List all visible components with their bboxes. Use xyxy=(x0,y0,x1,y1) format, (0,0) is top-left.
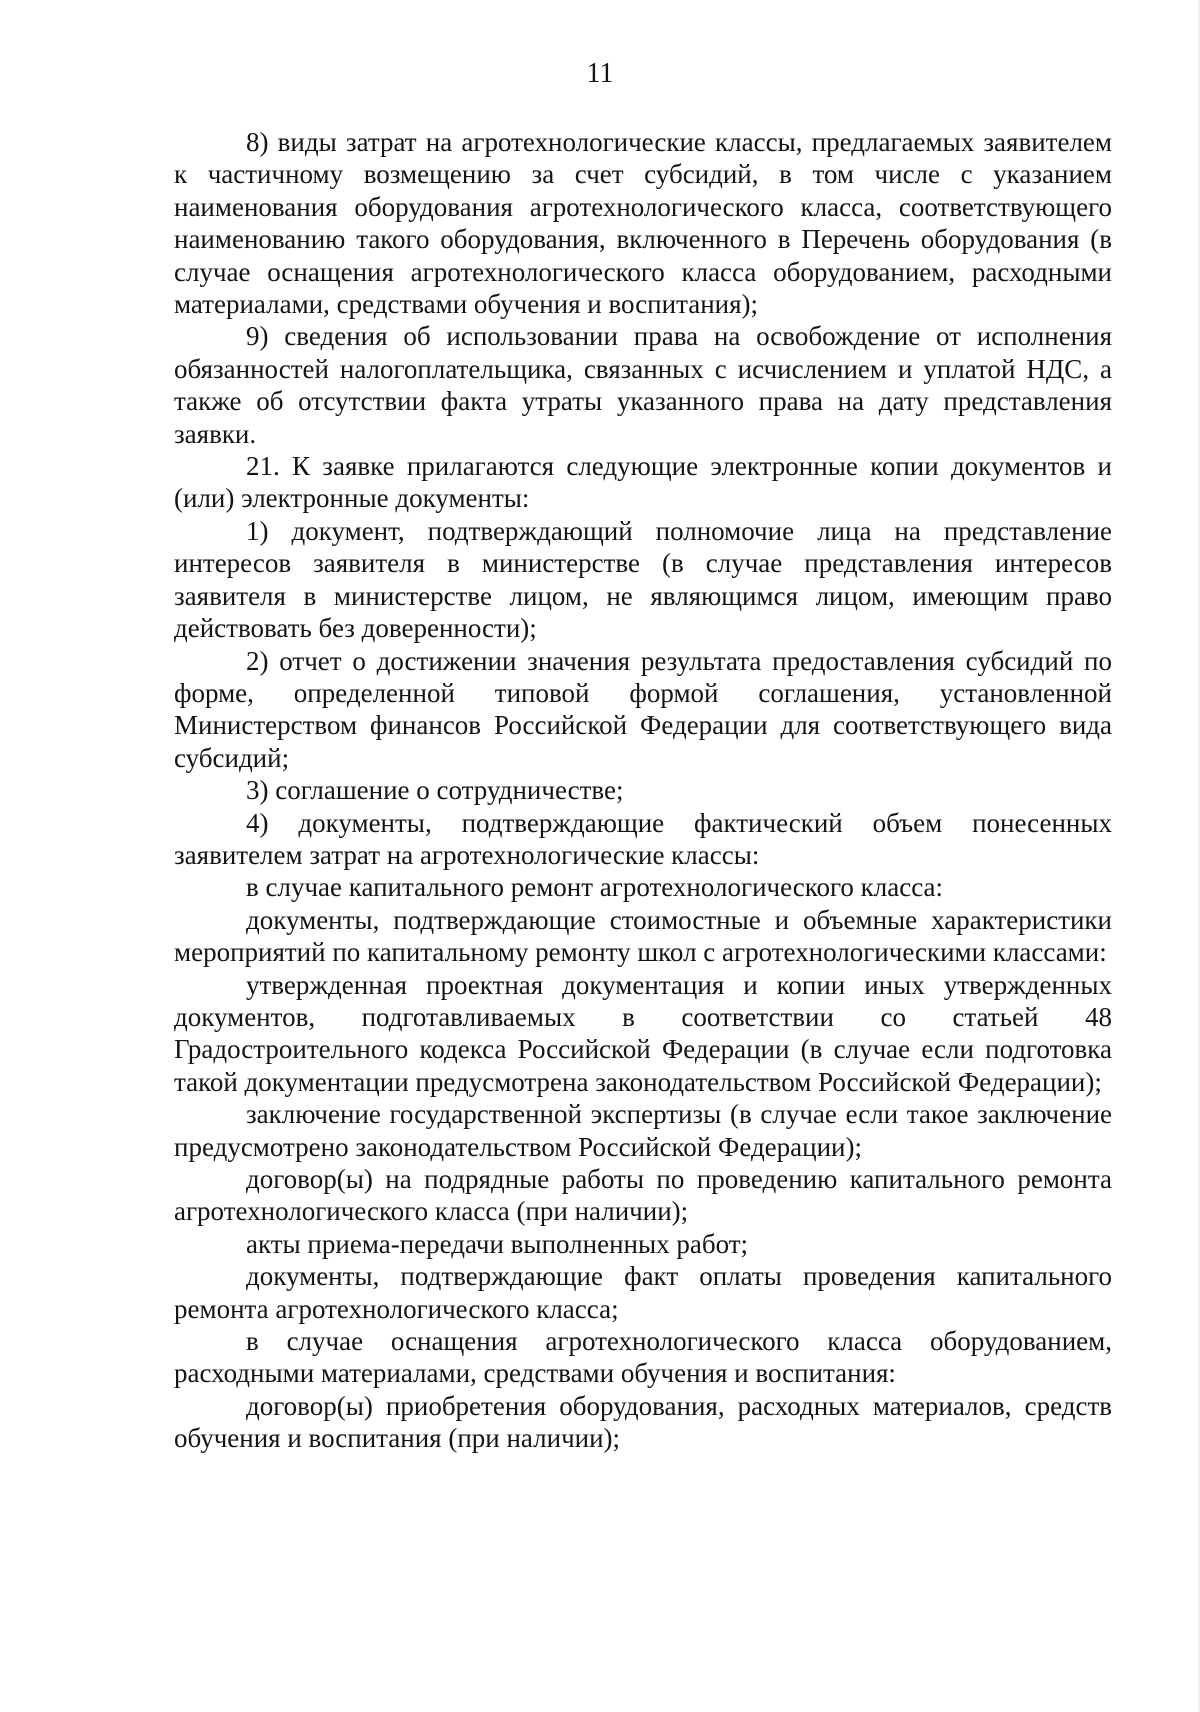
paragraph-purchase-contracts: договор(ы) приобретения оборудования, расходных материалов, средств обучения и воспитания (при наличии); xyxy=(174,1390,1119,1454)
paragraph-doc-1: 1) документ, подтверждающий полномочие лица на представление интересов заявителя в министерстве (в случае представления интересов заявителя в министерстве лицом, не являющимся лицом, имеющим право действовать без доверенности); xyxy=(174,515,1119,644)
paragraph-item-8: 8) виды затрат на агротехнологические классы, предлагаемых заявителем к частичному возмещению за счет субсидий, в том числе с указанием наименования оборудования агротехнологического класса, соответствующего наименованию такого оборудования, включенного в Перечень оборудования (в случае оснащения агротехнологического класса оборудованием, расходными материалами, средствами обучения и воспитания); xyxy=(174,127,1119,320)
paragraph-section-21: 21. К заявке прилагаются следующие электронные копии документов и (или) электронные документы: xyxy=(174,451,1119,514)
paragraph-acceptance-acts: акты приема-передачи выполненных работ; xyxy=(246,1228,749,1259)
paragraph-doc-4: 4) документы, подтверждающие фактический объем понесенных заявителем затрат на агротехнологические классы: xyxy=(174,807,1119,870)
paragraph-payment-documents: документы, подтверждающие факт оплаты проведения капитального ремонта агротехнологического класса; xyxy=(174,1261,1119,1324)
paragraph-item-9: 9) сведения об использовании права на освобождение от исполнения обязанностей налогоплательщика, связанных с исчислением и уплатой НДС, а также об отсутствии факта утраты указанного права на дату представления заявки. xyxy=(174,321,1119,449)
paragraph-cost-documents: документы, подтверждающие стоимостные и объемные характеристики мероприятий по капитальному ремонту школ с агротехнологическими классами: xyxy=(174,904,1119,968)
paragraph-state-expertise: заключение государственной экспертизы (в случае если такое заключение предусмотрено законодательством Российской Федерации); xyxy=(174,1099,1119,1162)
paragraph-doc-2: 2) отчет о достижении значения результата предоставления субсидий по форме, определенной типовой формой соглашения, установленной Министерством финансов Российской Федерации для соответствующего вида субсидий; xyxy=(174,645,1119,773)
paragraph-equipment-case: в случае оснащения агротехнологического класса оборудованием, расходными материалами, средствами обучения и воспитания: xyxy=(174,1326,1119,1389)
paragraph-project-documentation: утвержденная проектная документация и копии иных утвержденных документов, подготавливаемых в соответствии со статьей 48 Градостроительного кодекса Российской Федерации (в случае если подготовка такой документации предусмотрена законодательством Российской Федерации); xyxy=(174,969,1119,1097)
paragraph-contract-works: договор(ы) на подрядные работы по проведению капитального ремонта агротехнологического класса (при наличии); xyxy=(174,1164,1119,1227)
paragraph-capital-repair-case: в случае капитального ремонт агротехнологического класса: xyxy=(246,872,943,903)
page-number: 11 xyxy=(586,58,614,89)
paragraph-doc-3: 3) соглашение о сотрудничестве; xyxy=(246,775,624,806)
document-body xyxy=(174,126,1119,1455)
